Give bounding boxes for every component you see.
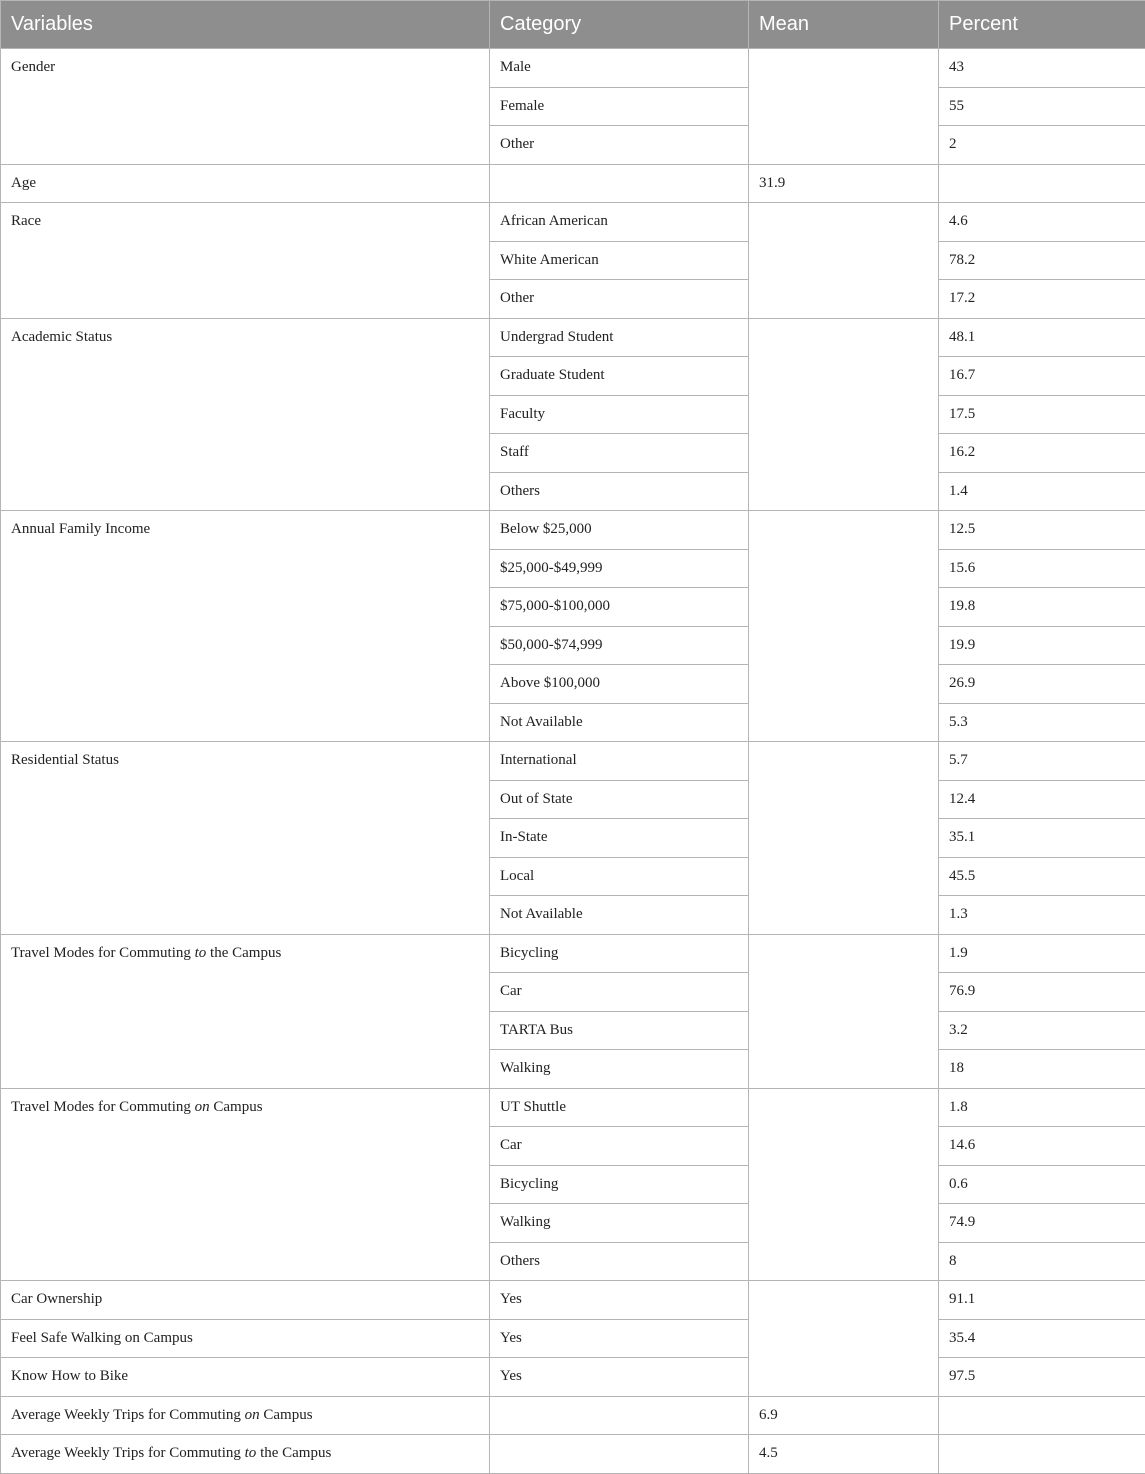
percent-cell: 16.7 [939,357,1145,396]
table-row [1,1358,1145,1397]
category-cell: Below $25,000 [490,511,749,550]
percent-cell: 5.3 [939,703,1145,742]
mean-cell [749,318,939,511]
variable-text: the Campus [206,945,281,961]
percent-cell: 45.5 [939,857,1145,896]
variable-cell: Age [1,164,490,203]
percent-cell: 17.2 [939,280,1145,319]
category-cell: Female [490,87,749,126]
category-cell: White American [490,241,749,280]
variable-cell: Annual Family Income [1,511,490,742]
percent-cell: 17.5 [939,395,1145,434]
category-cell: Others [490,1242,749,1281]
percent-cell: 19.9 [939,626,1145,665]
category-cell: Walking [490,1050,749,1089]
variable-cell: Car Ownership [1,1281,490,1320]
percent-cell: 1.9 [939,934,1145,973]
percent-cell: 26.9 [939,665,1145,704]
header-category: Category [490,1,749,49]
percent-cell: 55 [939,87,1145,126]
percent-cell: 35.4 [939,1319,1145,1358]
table-row [1,1281,1145,1320]
percent-cell: 78.2 [939,241,1145,280]
percent-cell: 1.8 [939,1088,1145,1127]
mean-cell [749,742,939,935]
mean-cell [749,203,939,319]
variable-cell: Residential Status [1,742,490,935]
category-cell: Not Available [490,896,749,935]
percent-cell: 12.5 [939,511,1145,550]
table-row [1,742,1145,781]
percent-cell: 15.6 [939,549,1145,588]
mean-cell [749,934,939,1088]
category-cell: Walking [490,1204,749,1243]
category-cell: Bicycling [490,934,749,973]
table-row [1,1319,1145,1358]
table-row [1,934,1145,973]
category-cell [490,1435,749,1474]
category-cell: Yes [490,1281,749,1320]
category-cell: Out of State [490,780,749,819]
variable-cell [1,1088,490,1281]
category-cell: African American [490,203,749,242]
variable-cell: Feel Safe Walking on Campus [1,1319,490,1358]
category-cell: International [490,742,749,781]
mean-cell: 6.9 [749,1396,939,1435]
percent-cell: 74.9 [939,1204,1145,1243]
table-row [1,511,1145,550]
variable-cell [1,934,490,1088]
category-cell: TARTA Bus [490,1011,749,1050]
category-cell: Above $100,000 [490,665,749,704]
percent-cell: 91.1 [939,1281,1145,1320]
percent-cell: 0.6 [939,1165,1145,1204]
percent-cell: 18 [939,1050,1145,1089]
variable-text: Average Weekly Trips for Commuting [11,1445,245,1461]
mean-cell: 4.5 [749,1435,939,1474]
variable-emphasis: on [245,1407,260,1423]
variable-cell [1,1435,490,1474]
category-cell: $50,000-$74,999 [490,626,749,665]
table-row [1,164,1145,203]
table-row [1,1435,1145,1474]
percent-cell: 4.6 [939,203,1145,242]
variable-emphasis: to [245,1445,257,1461]
table-row [1,49,1145,88]
header-row [1,1,1145,49]
category-cell [490,1396,749,1435]
percent-cell: 14.6 [939,1127,1145,1166]
variable-emphasis: on [195,1099,210,1115]
percent-cell: 97.5 [939,1358,1145,1397]
header-percent: Percent [939,1,1145,49]
percent-cell [939,164,1145,203]
variable-cell: Know How to Bike [1,1358,490,1397]
percent-cell: 76.9 [939,973,1145,1012]
variable-cell: Gender [1,49,490,165]
category-cell: Staff [490,434,749,473]
category-cell: Car [490,973,749,1012]
table-row [1,318,1145,357]
percent-cell [939,1435,1145,1474]
category-cell: Other [490,126,749,165]
header-variables: Variables [1,1,490,49]
table-row [1,1396,1145,1435]
mean-cell [749,1088,939,1281]
category-cell: Not Available [490,703,749,742]
variable-cell: Academic Status [1,318,490,511]
category-cell: Local [490,857,749,896]
percent-cell: 12.4 [939,780,1145,819]
category-cell: Male [490,49,749,88]
percent-cell: 19.8 [939,588,1145,627]
variable-text: Campus [210,1099,263,1115]
variable-text: the Campus [256,1445,331,1461]
category-cell: Other [490,280,749,319]
category-cell: Others [490,472,749,511]
variable-text: Travel Modes for Commuting [11,1099,195,1115]
variable-text: Campus [260,1407,313,1423]
category-cell: Bicycling [490,1165,749,1204]
category-cell: Yes [490,1319,749,1358]
percent-cell: 16.2 [939,434,1145,473]
percent-cell: 5.7 [939,742,1145,781]
category-cell [490,164,749,203]
variable-cell: Race [1,203,490,319]
category-cell: Undergrad Student [490,318,749,357]
variable-text: Travel Modes for Commuting [11,945,195,961]
category-cell: UT Shuttle [490,1088,749,1127]
category-cell: Faculty [490,395,749,434]
percent-cell: 1.3 [939,896,1145,935]
category-cell: In-State [490,819,749,858]
category-cell: Yes [490,1358,749,1397]
category-cell: $75,000-$100,000 [490,588,749,627]
percent-cell: 43 [939,49,1145,88]
mean-cell [749,511,939,742]
header-mean: Mean [749,1,939,49]
variable-cell [1,1396,490,1435]
percent-cell [939,1396,1145,1435]
variable-emphasis: to [195,945,207,961]
mean-cell [749,49,939,165]
table-row [1,1088,1145,1127]
category-cell: Graduate Student [490,357,749,396]
mean-cell: 31.9 [749,164,939,203]
percent-cell: 48.1 [939,318,1145,357]
percent-cell: 1.4 [939,472,1145,511]
category-cell: $25,000-$49,999 [490,549,749,588]
category-cell: Car [490,1127,749,1166]
mean-cell [749,1281,939,1397]
percent-cell: 2 [939,126,1145,165]
percent-cell: 8 [939,1242,1145,1281]
table-row [1,203,1145,242]
percent-cell: 3.2 [939,1011,1145,1050]
percent-cell: 35.1 [939,819,1145,858]
variable-text: Average Weekly Trips for Commuting [11,1407,245,1423]
